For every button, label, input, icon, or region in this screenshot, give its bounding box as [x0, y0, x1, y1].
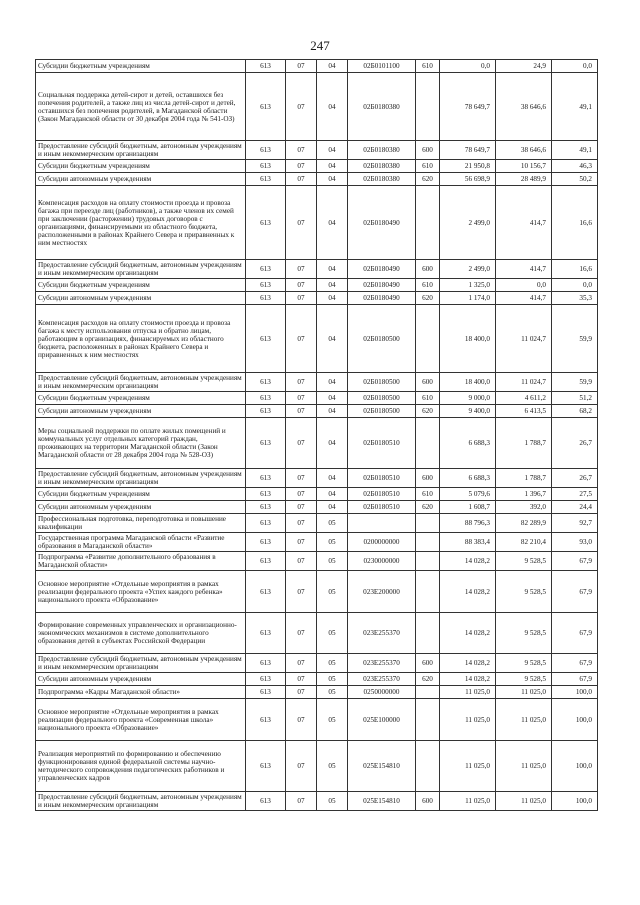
- target-cell: 0230000000: [348, 552, 416, 571]
- code-cell: 613: [246, 533, 286, 552]
- target-cell: 02Б0180380: [348, 141, 416, 160]
- sum2-cell: 11 025,0: [496, 699, 552, 741]
- target-cell: 02Б0180500: [348, 373, 416, 392]
- sum2-cell: 11 025,0: [496, 741, 552, 792]
- subsection-cell: 04: [317, 488, 348, 501]
- percent-cell: 59,9: [552, 305, 598, 373]
- code-cell: 613: [246, 501, 286, 514]
- code-cell: 613: [246, 514, 286, 533]
- expense-type-cell: [416, 552, 440, 571]
- table-row: [36, 613, 598, 654]
- table-row: [36, 673, 598, 686]
- sum1-cell: 88 796,3: [440, 514, 496, 533]
- sum1-cell: 18 400,0: [440, 305, 496, 373]
- sum1-cell: 14 028,2: [440, 654, 496, 673]
- sum1-cell: 2 499,0: [440, 186, 496, 260]
- code-cell: 613: [246, 60, 286, 73]
- sum2-cell: 10 156,7: [496, 160, 552, 173]
- sum1-cell: 14 028,2: [440, 673, 496, 686]
- subsection-cell: 04: [317, 373, 348, 392]
- row-name: Предоставление субсидий бюджетным, автономным учреждениям и иным некоммерческим организациям: [36, 373, 246, 392]
- subsection-cell: 05: [317, 792, 348, 811]
- sum2-cell: 9 528,5: [496, 552, 552, 571]
- subsection-cell: 05: [317, 686, 348, 699]
- percent-cell: 67,9: [552, 673, 598, 686]
- sum2-cell: 11 024,7: [496, 373, 552, 392]
- expense-type-cell: [416, 514, 440, 533]
- table-row: [36, 305, 598, 373]
- sum1-cell: 0,0: [440, 60, 496, 73]
- row-name: Предоставление субсидий бюджетным, автономным учреждениям и иным некоммерческим организациям: [36, 141, 246, 160]
- subsection-cell: 04: [317, 279, 348, 292]
- target-cell: 02Б0180510: [348, 469, 416, 488]
- table-row: [36, 488, 598, 501]
- row-name: Субсидии автономным учреждениям: [36, 173, 246, 186]
- sum2-cell: 11 024,7: [496, 305, 552, 373]
- expense-type-cell: 600: [416, 792, 440, 811]
- sum2-cell: 82 289,9: [496, 514, 552, 533]
- code-cell: 613: [246, 173, 286, 186]
- sum2-cell: 1 788,7: [496, 469, 552, 488]
- subsection-cell: 05: [317, 514, 348, 533]
- code-cell: 613: [246, 186, 286, 260]
- code-cell: 613: [246, 73, 286, 141]
- row-name: Подпрограмма «Развитие дополнительного образования в Магаданской области»: [36, 552, 246, 571]
- row-name: Субсидии автономным учреждениям: [36, 673, 246, 686]
- code-cell: 613: [246, 741, 286, 792]
- expense-type-cell: [416, 571, 440, 613]
- section-cell: 07: [286, 73, 317, 141]
- section-cell: 07: [286, 292, 317, 305]
- percent-cell: 16,6: [552, 260, 598, 279]
- section-cell: 07: [286, 469, 317, 488]
- code-cell: 613: [246, 613, 286, 654]
- table-row: [36, 260, 598, 279]
- target-cell: 0250000000: [348, 686, 416, 699]
- expense-type-cell: 620: [416, 173, 440, 186]
- code-cell: 613: [246, 699, 286, 741]
- code-cell: 613: [246, 673, 286, 686]
- code-cell: 613: [246, 654, 286, 673]
- sum2-cell: 24,9: [496, 60, 552, 73]
- sum2-cell: 28 489,9: [496, 173, 552, 186]
- table-row: [36, 686, 598, 699]
- section-cell: 07: [286, 514, 317, 533]
- page-number: 247: [310, 38, 330, 53]
- code-cell: 613: [246, 160, 286, 173]
- target-cell: 025E154810: [348, 792, 416, 811]
- row-name: Реализация мероприятий по формированию и обеспечению функционирования единой федеральной системы научно-методического сопровождения педагогических работников и управленческих кадров: [36, 741, 246, 792]
- section-cell: 07: [286, 792, 317, 811]
- code-cell: 613: [246, 571, 286, 613]
- section-cell: 07: [286, 418, 317, 469]
- percent-cell: 49,1: [552, 141, 598, 160]
- sum1-cell: 9 400,0: [440, 405, 496, 418]
- sum1-cell: 1 325,0: [440, 279, 496, 292]
- table-row: [36, 699, 598, 741]
- table-row: [36, 292, 598, 305]
- table-row: [36, 73, 598, 141]
- row-name: Государственная программа Магаданской области «Развитие образования в Магаданской области»: [36, 533, 246, 552]
- row-name: Формирование современных управленческих и организационно-экономических механизмов в системе дополнительного образования детей в субъектах Российской Федерации: [36, 613, 246, 654]
- section-cell: 07: [286, 613, 317, 654]
- sum1-cell: 11 025,0: [440, 792, 496, 811]
- target-cell: 025E100000: [348, 699, 416, 741]
- subsection-cell: 04: [317, 173, 348, 186]
- percent-cell: 50,2: [552, 173, 598, 186]
- target-cell: 02Б0180380: [348, 160, 416, 173]
- section-cell: 07: [286, 160, 317, 173]
- subsection-cell: 04: [317, 392, 348, 405]
- sum2-cell: 38 646,6: [496, 141, 552, 160]
- sum1-cell: 78 649,7: [440, 73, 496, 141]
- expense-type-cell: 600: [416, 260, 440, 279]
- row-name: Подпрограмма «Кадры Магаданской области»: [36, 686, 246, 699]
- subsection-cell: 04: [317, 305, 348, 373]
- row-name: Субсидии бюджетным учреждениям: [36, 488, 246, 501]
- code-cell: 613: [246, 141, 286, 160]
- row-name: Компенсация расходов на оплату стоимости проезда и провоза багажа при переезде лиц (работников), а также членов их семей при заключении (расторжении) трудовых договоров с организациями, финансируемыми из областного бюджета, расположенными в районах Крайнего Севера и приравненных к ним местностях: [36, 186, 246, 260]
- expense-type-cell: 610: [416, 60, 440, 73]
- expense-type-cell: [416, 305, 440, 373]
- subsection-cell: 04: [317, 73, 348, 141]
- subsection-cell: 04: [317, 160, 348, 173]
- code-cell: 613: [246, 292, 286, 305]
- section-cell: 07: [286, 488, 317, 501]
- expense-type-cell: 600: [416, 373, 440, 392]
- expense-type-cell: [416, 613, 440, 654]
- section-cell: 07: [286, 571, 317, 613]
- sum2-cell: 9 528,5: [496, 613, 552, 654]
- sum2-cell: 414,7: [496, 186, 552, 260]
- table-row: [36, 141, 598, 160]
- section-cell: 07: [286, 373, 317, 392]
- percent-cell: 24,4: [552, 501, 598, 514]
- section-cell: 07: [286, 686, 317, 699]
- expense-type-cell: 620: [416, 405, 440, 418]
- expense-type-cell: [416, 699, 440, 741]
- table-row: [36, 405, 598, 418]
- expense-type-cell: 610: [416, 392, 440, 405]
- percent-cell: 51,2: [552, 392, 598, 405]
- section-cell: 07: [286, 673, 317, 686]
- sum2-cell: 38 646,6: [496, 73, 552, 141]
- sum2-cell: 11 025,0: [496, 792, 552, 811]
- table-row: [36, 60, 598, 73]
- percent-cell: 46,3: [552, 160, 598, 173]
- percent-cell: 49,1: [552, 73, 598, 141]
- subsection-cell: 04: [317, 501, 348, 514]
- expense-type-cell: 610: [416, 488, 440, 501]
- expense-type-cell: 620: [416, 501, 440, 514]
- sum1-cell: 1 174,0: [440, 292, 496, 305]
- expense-type-cell: 610: [416, 160, 440, 173]
- table-row: [36, 514, 598, 533]
- sum2-cell: 11 025,0: [496, 686, 552, 699]
- table-row: [36, 792, 598, 811]
- subsection-cell: 04: [317, 260, 348, 279]
- code-cell: 613: [246, 260, 286, 279]
- row-name: Профессиональная подготовка, переподготовка и повышение квалификации: [36, 514, 246, 533]
- sum2-cell: 9 528,5: [496, 571, 552, 613]
- section-cell: 07: [286, 699, 317, 741]
- percent-cell: 35,3: [552, 292, 598, 305]
- section-cell: 07: [286, 60, 317, 73]
- section-cell: 07: [286, 405, 317, 418]
- sum1-cell: 5 079,6: [440, 488, 496, 501]
- code-cell: 613: [246, 305, 286, 373]
- table-row: [36, 741, 598, 792]
- code-cell: 613: [246, 418, 286, 469]
- sum1-cell: 14 028,2: [440, 613, 496, 654]
- subsection-cell: 05: [317, 699, 348, 741]
- code-cell: 613: [246, 792, 286, 811]
- table-row: [36, 160, 598, 173]
- percent-cell: 26,7: [552, 418, 598, 469]
- sum2-cell: 82 210,4: [496, 533, 552, 552]
- section-cell: 07: [286, 260, 317, 279]
- expense-type-cell: 600: [416, 654, 440, 673]
- subsection-cell: 04: [317, 60, 348, 73]
- target-cell: 02Б0101100: [348, 60, 416, 73]
- percent-cell: 26,7: [552, 469, 598, 488]
- table-row: [36, 552, 598, 571]
- target-cell: 02Б0180490: [348, 260, 416, 279]
- subsection-cell: 05: [317, 552, 348, 571]
- table-row: [36, 571, 598, 613]
- percent-cell: 100,0: [552, 699, 598, 741]
- table-row: [36, 173, 598, 186]
- sum2-cell: 9 528,5: [496, 673, 552, 686]
- sum2-cell: 414,7: [496, 292, 552, 305]
- row-name: Компенсация расходов на оплату стоимости проезда и провоза багажа к месту использования отпуска и обратно лицам, работающим в организациях, финансируемых из областного бюджета, расположенных в районах Крайнего Севера и приравненных к ним местностях: [36, 305, 246, 373]
- sum2-cell: 1 396,7: [496, 488, 552, 501]
- section-cell: 07: [286, 741, 317, 792]
- sum2-cell: 0,0: [496, 279, 552, 292]
- table-row: [36, 279, 598, 292]
- subsection-cell: 05: [317, 613, 348, 654]
- code-cell: 613: [246, 552, 286, 571]
- row-name: Субсидии автономным учреждениям: [36, 292, 246, 305]
- section-cell: 07: [286, 141, 317, 160]
- percent-cell: 67,9: [552, 571, 598, 613]
- expense-type-cell: 610: [416, 279, 440, 292]
- target-cell: 02Б0180490: [348, 292, 416, 305]
- section-cell: 07: [286, 305, 317, 373]
- target-cell: 02Б0180510: [348, 488, 416, 501]
- table-row: [36, 501, 598, 514]
- subsection-cell: 04: [317, 418, 348, 469]
- code-cell: 613: [246, 469, 286, 488]
- target-cell: 02Б0180510: [348, 501, 416, 514]
- row-name: Основное мероприятие «Отдельные мероприятия в рамках реализации федерального проекта «Успех каждого ребенка» национального проекта «Образование»: [36, 571, 246, 613]
- percent-cell: 67,9: [552, 613, 598, 654]
- percent-cell: 0,0: [552, 279, 598, 292]
- section-cell: 07: [286, 173, 317, 186]
- row-name: Субсидии автономным учреждениям: [36, 501, 246, 514]
- code-cell: 613: [246, 488, 286, 501]
- row-name: Предоставление субсидий бюджетным, автономным учреждениям и иным некоммерческим организациям: [36, 654, 246, 673]
- table-row: [36, 418, 598, 469]
- sum1-cell: 21 950,8: [440, 160, 496, 173]
- section-cell: 07: [286, 279, 317, 292]
- sum1-cell: 14 028,2: [440, 571, 496, 613]
- target-cell: 023E255370: [348, 613, 416, 654]
- expense-type-cell: 600: [416, 141, 440, 160]
- table-row: [36, 533, 598, 552]
- code-cell: 613: [246, 392, 286, 405]
- percent-cell: 92,7: [552, 514, 598, 533]
- target-cell: 02Б0180510: [348, 418, 416, 469]
- sum1-cell: 1 608,7: [440, 501, 496, 514]
- sum1-cell: 2 499,0: [440, 260, 496, 279]
- section-cell: 07: [286, 392, 317, 405]
- code-cell: 613: [246, 405, 286, 418]
- subsection-cell: 04: [317, 186, 348, 260]
- target-cell: 023E255370: [348, 673, 416, 686]
- percent-cell: 0,0: [552, 60, 598, 73]
- row-name: Предоставление субсидий бюджетным, автономным учреждениям и иным некоммерческим организациям: [36, 260, 246, 279]
- subsection-cell: 05: [317, 741, 348, 792]
- target-cell: 02Б0180380: [348, 173, 416, 186]
- percent-cell: 27,5: [552, 488, 598, 501]
- row-name: Субсидии бюджетным учреждениям: [36, 279, 246, 292]
- target-cell: 023E200000: [348, 571, 416, 613]
- sum2-cell: 1 788,7: [496, 418, 552, 469]
- table-row: [36, 469, 598, 488]
- row-name: Предоставление субсидий бюджетным, автономным учреждениям и иным некоммерческим организациям: [36, 792, 246, 811]
- target-cell: [348, 514, 416, 533]
- subsection-cell: 05: [317, 533, 348, 552]
- sum2-cell: 4 611,2: [496, 392, 552, 405]
- sum1-cell: 6 688,3: [440, 469, 496, 488]
- expense-type-cell: [416, 686, 440, 699]
- sum1-cell: 6 688,3: [440, 418, 496, 469]
- section-cell: 07: [286, 552, 317, 571]
- subsection-cell: 05: [317, 654, 348, 673]
- expense-type-cell: 620: [416, 673, 440, 686]
- section-cell: 07: [286, 186, 317, 260]
- percent-cell: 100,0: [552, 741, 598, 792]
- subsection-cell: 04: [317, 469, 348, 488]
- percent-cell: 100,0: [552, 686, 598, 699]
- code-cell: 613: [246, 686, 286, 699]
- subsection-cell: 05: [317, 571, 348, 613]
- percent-cell: 93,0: [552, 533, 598, 552]
- target-cell: 02Б0180500: [348, 305, 416, 373]
- row-name: Субсидии бюджетным учреждениям: [36, 60, 246, 73]
- sum1-cell: 56 698,9: [440, 173, 496, 186]
- percent-cell: 68,2: [552, 405, 598, 418]
- sum1-cell: 9 000,0: [440, 392, 496, 405]
- subsection-cell: 05: [317, 673, 348, 686]
- subsection-cell: 04: [317, 141, 348, 160]
- expense-type-cell: 620: [416, 292, 440, 305]
- code-cell: 613: [246, 279, 286, 292]
- expense-type-cell: 600: [416, 469, 440, 488]
- section-cell: 07: [286, 533, 317, 552]
- target-cell: 023E255370: [348, 654, 416, 673]
- percent-cell: 100,0: [552, 792, 598, 811]
- target-cell: 02Б0180500: [348, 405, 416, 418]
- sum1-cell: 14 028,2: [440, 552, 496, 571]
- row-name: Субсидии бюджетным учреждениям: [36, 392, 246, 405]
- sum2-cell: 392,0: [496, 501, 552, 514]
- percent-cell: 59,9: [552, 373, 598, 392]
- sum1-cell: 11 025,0: [440, 699, 496, 741]
- subsection-cell: 04: [317, 292, 348, 305]
- table-row: [36, 654, 598, 673]
- table-body: [36, 60, 598, 811]
- row-name: Социальная поддержка детей-сирот и детей, оставшихся без попечения родителей, а также лиц из числа детей-сирот и детей, оставшихся без попечения родителей, в Магаданской области (Закон Магаданской области от 30 декабря 2004 года № 541-ОЗ): [36, 73, 246, 141]
- expense-type-cell: [416, 418, 440, 469]
- row-name: Основное мероприятие «Отдельные мероприятия в рамках реализации федерального проекта «Современная школа» национального проекта «Образование»: [36, 699, 246, 741]
- target-cell: 02Б0180380: [348, 73, 416, 141]
- target-cell: 02Б0180490: [348, 279, 416, 292]
- expense-type-cell: [416, 741, 440, 792]
- target-cell: 0200000000: [348, 533, 416, 552]
- section-cell: 07: [286, 654, 317, 673]
- table-row: [36, 392, 598, 405]
- sum1-cell: 88 383,4: [440, 533, 496, 552]
- expense-type-cell: [416, 186, 440, 260]
- table-row: [36, 373, 598, 392]
- target-cell: 025E154810: [348, 741, 416, 792]
- sum1-cell: 11 025,0: [440, 741, 496, 792]
- sum1-cell: 18 400,0: [440, 373, 496, 392]
- code-cell: 613: [246, 373, 286, 392]
- section-cell: 07: [286, 501, 317, 514]
- row-name: Субсидии бюджетным учреждениям: [36, 160, 246, 173]
- row-name: Меры социальной поддержки по оплате жилых помещений и коммунальных услуг отдельных категорий граждан, проживающих на территории Магаданской области (Закон Магаданской области от 28 декабря 2004 года № 528-ОЗ): [36, 418, 246, 469]
- row-name: Субсидии автономным учреждениям: [36, 405, 246, 418]
- sum2-cell: 9 528,5: [496, 654, 552, 673]
- percent-cell: 16,6: [552, 186, 598, 260]
- subsection-cell: 04: [317, 405, 348, 418]
- sum2-cell: 6 413,5: [496, 405, 552, 418]
- row-name: Предоставление субсидий бюджетным, автономным учреждениям и иным некоммерческим организациям: [36, 469, 246, 488]
- sum1-cell: 78 649,7: [440, 141, 496, 160]
- expense-type-cell: [416, 73, 440, 141]
- sum1-cell: 11 025,0: [440, 686, 496, 699]
- percent-cell: 67,9: [552, 552, 598, 571]
- sum2-cell: 414,7: [496, 260, 552, 279]
- target-cell: 02Б0180490: [348, 186, 416, 260]
- budget-table: [35, 59, 598, 811]
- table-row: [36, 186, 598, 260]
- target-cell: 02Б0180500: [348, 392, 416, 405]
- percent-cell: 67,9: [552, 654, 598, 673]
- expense-type-cell: [416, 533, 440, 552]
